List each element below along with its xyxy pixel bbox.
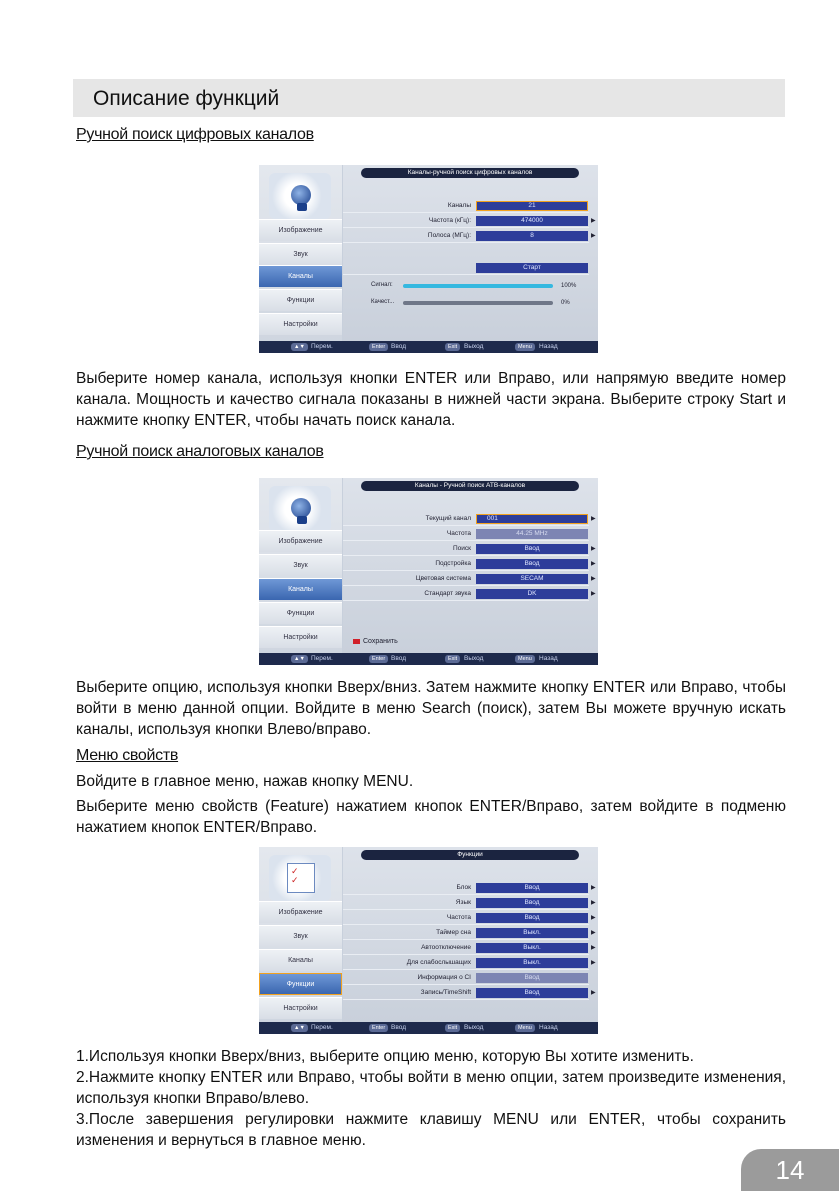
row-value[interactable]: Выкл. [476, 943, 588, 953]
digital-search-text: Выберите номер канала, используя кнопки ENTER или Вправо, или напрямую введите номер канала. Мощность и качество сигнала показаны в нижней части экрана. Выберите строку Start и нажмите кнопку ENTER, чтобы начать поиск канала. [76, 370, 786, 429]
back-hint: Назад [539, 1024, 558, 1031]
enter-key-icon: Enter [369, 343, 388, 351]
menu-item-functions[interactable]: Функции [259, 973, 342, 995]
quality-label: Качест... [371, 299, 395, 305]
quality-meter [403, 301, 553, 305]
row-label: Поиск [452, 545, 471, 552]
enter-key-icon: Enter [369, 655, 388, 663]
row-label: Язык [455, 899, 471, 906]
row-label: Запись/TimeShift [420, 989, 471, 996]
exit-key-icon: Exit [445, 1024, 460, 1032]
exit-hint: Выход [464, 1024, 484, 1031]
row-label: Для слабослышащих [406, 959, 471, 966]
tv-main-panel [343, 847, 598, 1022]
features-text: Выберите меню свойств (Feature) нажатием кнопок ENTER/Вправо, затем войдите в подменю нажатием кнопок ENTER/Вправо. [76, 798, 786, 836]
digital-search-heading: Ручной поиск цифровых каналов [76, 126, 314, 143]
row-value[interactable]: DK [476, 589, 588, 599]
back-hint: Назад [539, 655, 558, 662]
row-label: Частота [446, 914, 471, 921]
key-hint-bar [259, 1022, 598, 1034]
menu-item-picture[interactable]: Изображение [259, 530, 342, 552]
exit-hint: Выход [464, 655, 484, 662]
start-button[interactable]: Старт [476, 263, 588, 273]
checklist-icon: ✓ ✓ [269, 855, 331, 901]
analog-search-screen [259, 478, 598, 665]
exit-key-icon: Exit [445, 343, 460, 351]
move-hint: Перем. [311, 655, 333, 662]
row-frequency[interactable] [343, 911, 596, 925]
back-hint: Назад [539, 343, 558, 350]
row-label: Частота [446, 530, 471, 537]
row-color-system[interactable] [343, 572, 596, 586]
row-label: Каналы [447, 202, 471, 209]
row-value[interactable]: 21 [476, 201, 588, 211]
menu-item-sound[interactable]: Звук [259, 243, 342, 265]
right-arrow-icon: ▶ [591, 960, 596, 966]
satellite-dish-icon [269, 173, 331, 219]
right-arrow-icon: ▶ [591, 885, 596, 891]
row-recording[interactable] [343, 986, 596, 1000]
save-hint: Сохранить [363, 638, 398, 645]
analog-search-heading: Ручной поиск аналоговых каналов [76, 443, 324, 460]
screen-title: Функции [361, 850, 579, 860]
right-arrow-icon: ▶ [591, 990, 596, 996]
menu-item-channels[interactable]: Каналы [259, 578, 342, 600]
right-arrow-icon: ▶ [591, 900, 596, 906]
screen-title: Каналы-ручной поиск цифровых каналов [361, 168, 579, 178]
menu-item-settings[interactable]: Настройки [259, 313, 342, 335]
right-arrow-icon: ▶ [591, 516, 596, 522]
row-value[interactable]: SECAM [476, 574, 588, 584]
move-hint: Перем. [311, 1024, 333, 1031]
page-number: 14 [741, 1149, 839, 1191]
tv-main-panel [343, 478, 598, 653]
row-value[interactable]: 8 [476, 231, 588, 241]
steps-list [76, 1046, 786, 1151]
step-3: 3.После завершения регулировки нажмите клавишу MENU или ENTER, чтобы сохранить изменения и вернуться в главное меню. [76, 1111, 786, 1149]
signal-value: 100% [561, 283, 577, 289]
satellite-dish-icon [269, 486, 331, 532]
menu-item-functions[interactable]: Функции [259, 602, 342, 624]
row-search[interactable] [343, 542, 596, 556]
features-heading: Меню свойств [76, 747, 179, 764]
menu-key-icon: Menu [515, 655, 535, 663]
row-label: Полоса (МГц): [427, 232, 471, 239]
row-value[interactable]: Выкл. [476, 928, 588, 938]
right-arrow-icon: ▶ [591, 561, 596, 567]
row-label: Блок [456, 884, 471, 891]
row-ci-info[interactable] [343, 971, 589, 985]
row-value[interactable]: 001 [476, 514, 588, 524]
step-1: 1.Используя кнопки Вверх/вниз, выберите опцию меню, которую Вы хотите изменить. [76, 1048, 694, 1065]
row-label: Текущий канал [425, 515, 471, 522]
section-header [73, 79, 785, 117]
digital-search-screen [259, 165, 598, 353]
row-label: Подстройка [435, 560, 471, 567]
row-label: Частота (кГц): [428, 217, 471, 224]
menu-item-channels[interactable]: Каналы [259, 949, 342, 971]
enter-hint: Ввод [391, 343, 406, 350]
move-key-icon: ▲▼ [291, 343, 308, 351]
move-key-icon: ▲▼ [291, 1024, 308, 1032]
move-key-icon: ▲▼ [291, 655, 308, 663]
tv-sidebar [259, 478, 342, 653]
row-label: Автоотключение [421, 944, 471, 951]
exit-hint: Выход [464, 343, 484, 350]
key-hint-bar [259, 653, 598, 665]
features-intro: Войдите в главное меню, нажав кнопку MENU. [76, 773, 414, 790]
key-hint-bar [259, 341, 598, 353]
row-frequency[interactable] [343, 527, 589, 541]
row-value[interactable]: Выкл. [476, 958, 588, 968]
section-title: Описание функций [93, 87, 280, 110]
menu-item-settings[interactable]: Настройки [259, 997, 342, 1019]
right-arrow-icon: ▶ [591, 233, 596, 239]
menu-item-functions[interactable]: Функции [259, 289, 342, 311]
row-fine-tune[interactable] [343, 557, 596, 571]
signal-meter [403, 284, 553, 288]
menu-item-sound[interactable]: Звук [259, 554, 342, 576]
menu-item-channels[interactable]: Каналы [259, 265, 342, 287]
row-bandwidth[interactable] [343, 229, 596, 243]
row-hearing-impaired[interactable] [343, 956, 596, 970]
quality-value: 0% [561, 300, 570, 306]
row-value[interactable]: Ввод [476, 913, 588, 923]
enter-key-icon: Enter [369, 1024, 388, 1032]
right-arrow-icon: ▶ [591, 218, 596, 224]
right-arrow-icon: ▶ [591, 945, 596, 951]
move-hint: Перем. [311, 343, 333, 350]
row-label: Информация о CI [417, 974, 471, 981]
row-channel[interactable] [343, 199, 589, 213]
enter-hint: Ввод [391, 1024, 406, 1031]
row-frequency[interactable] [343, 214, 596, 228]
menu-key-icon: Menu [515, 1024, 535, 1032]
row-value[interactable]: Ввод [476, 559, 588, 569]
tv-sidebar [259, 165, 342, 341]
row-value[interactable]: Ввод [476, 898, 588, 908]
row-lock[interactable] [343, 881, 596, 895]
menu-key-icon: Menu [515, 343, 535, 351]
screen-title: Каналы - Ручной поиск АТВ-каналов [361, 481, 579, 491]
right-arrow-icon: ▶ [591, 591, 596, 597]
enter-hint: Ввод [391, 655, 406, 662]
signal-label: Сигнал: [371, 282, 393, 288]
row-value: Ввод [476, 973, 588, 983]
row-current-channel[interactable] [343, 512, 596, 526]
right-arrow-icon: ▶ [591, 915, 596, 921]
tv-main-panel [343, 165, 598, 341]
exit-key-icon: Exit [445, 655, 460, 663]
row-label: Цветовая система [415, 575, 471, 582]
row-value[interactable]: 474000 [476, 216, 588, 226]
right-arrow-icon: ▶ [591, 930, 596, 936]
menu-item-picture[interactable]: Изображение [259, 901, 342, 923]
row-auto-off[interactable] [343, 941, 596, 955]
menu-item-settings[interactable]: Настройки [259, 626, 342, 648]
right-arrow-icon: ▶ [591, 546, 596, 552]
analog-search-text: Выберите опцию, используя кнопки Вверх/вниз. Затем нажмите кнопку ENTER или Вправо, чтобы войти в меню данной опции. Войдите в меню Search (поиск), затем Вы можете вручную искать каналы, используя кнопки Влево/вправо. [76, 679, 786, 738]
row-label: Таймер сна [436, 929, 471, 936]
right-arrow-icon: ▶ [591, 576, 596, 582]
row-sound-standard[interactable] [343, 587, 596, 601]
step-2: 2.Нажмите кнопку ENTER или Вправо, чтобы войти в меню опции, затем произведите изменения, используя кнопки Вправо/влево. [76, 1069, 786, 1107]
row-value[interactable]: Ввод [476, 988, 588, 998]
red-key-icon [353, 639, 360, 644]
row-value: 44.25 MHz [476, 529, 588, 539]
menu-item-picture[interactable]: Изображение [259, 219, 342, 241]
features-screen [259, 847, 598, 1034]
menu-item-sound[interactable]: Звук [259, 925, 342, 947]
row-language[interactable] [343, 896, 596, 910]
row-label: Стандарт звука [424, 590, 471, 597]
row-value[interactable]: Ввод [476, 544, 588, 554]
row-sleep-timer[interactable] [343, 926, 596, 940]
row-start[interactable] [343, 261, 589, 275]
row-value[interactable]: Ввод [476, 883, 588, 893]
tv-sidebar [259, 847, 342, 1022]
